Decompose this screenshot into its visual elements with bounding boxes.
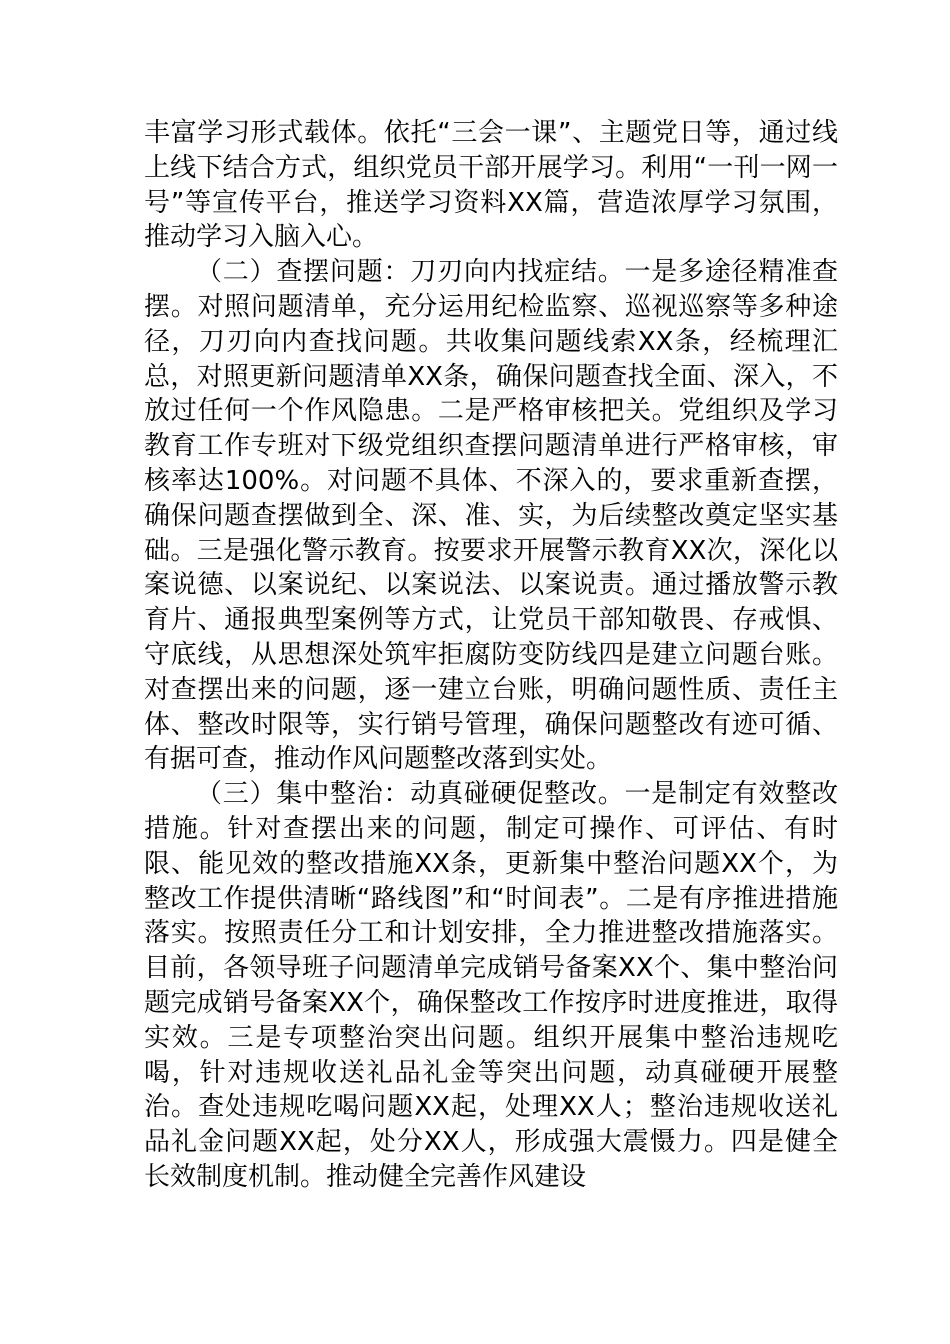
paragraph-rectification: （三）集中整治：动真碰硬促整改。一是制定有效整改措施。针对查摆出来的问题，制定可操作、可评估、有时限、能见效的整改措施XX条，更新集中整治问题XX个，为整改工作提供清晰“路线图”和“时间表”。二是有序推进措施落实。按照责任分工和计划安排，全力推进整改措施落实。目前，各领导班子问题清单完成销号备案XX个、集中整治问题完成销号备案XX个，确保整改工作按序时进度推进，取得实效。三是专项整治突出问题。组织开展集中整治违规吃喝，针对违规收送礼品礼金等突出问题，动真碰硬开展整治。查处违规吃喝问题XX起，处理XX人；整治违规收送礼品礼金问题XX起，处分XX人，形成强大震慑力。四是健全长效制度机制。推动健全完善作风建设 — [144, 779, 838, 1192]
paragraph-problem-finding: （二）查摆问题：刀刃向内找症结。一是多途径精准查摆。对照问题清单，充分运用纪检监察、巡视巡察等多种途径，刀刃向内查找问题。共收集问题线索XX条，经梳理汇总，对照更新问题清单XX条，确保问题查找全面、深入，不放过任何一个作风隐患。二是严格审核把关。党组织及学习教育工作专班对下级党组织查摆问题清单进行严格审核，审核率达100%。对问题不具体、不深入的，要求重新查摆，确保问题查摆做到全、深、准、实，为后续整改奠定坚实基础。三是强化警示教育。按要求开展警示教育XX次，深化以案说德、以案说纪、以案说法、以案说责。通过播放警示教育片、通报典型案例等方式，让党员干部知敬畏、存戒惧、守底线，从思想深处筑牢拒腐防变防线四是建立问题台账。对查摆出来的问题，逐一建立台账，明确问题性质、责任主体、整改时限等，实行销号管理，确保问题整改有迹可循、有据可查，推动作风问题整改落到实处。 — [144, 257, 838, 775]
paragraph-learning-forms: 丰富学习形式载体。依托“三会一课”、主题党日等，通过线上线下结合方式，组织党员干部开展学习。利用“一刊一网一号”等宣传平台，推送学习资料XX篇，营造浓厚学习氛围，推动学习入脑入心。 — [144, 118, 838, 253]
document-page — [144, 116, 838, 1195]
